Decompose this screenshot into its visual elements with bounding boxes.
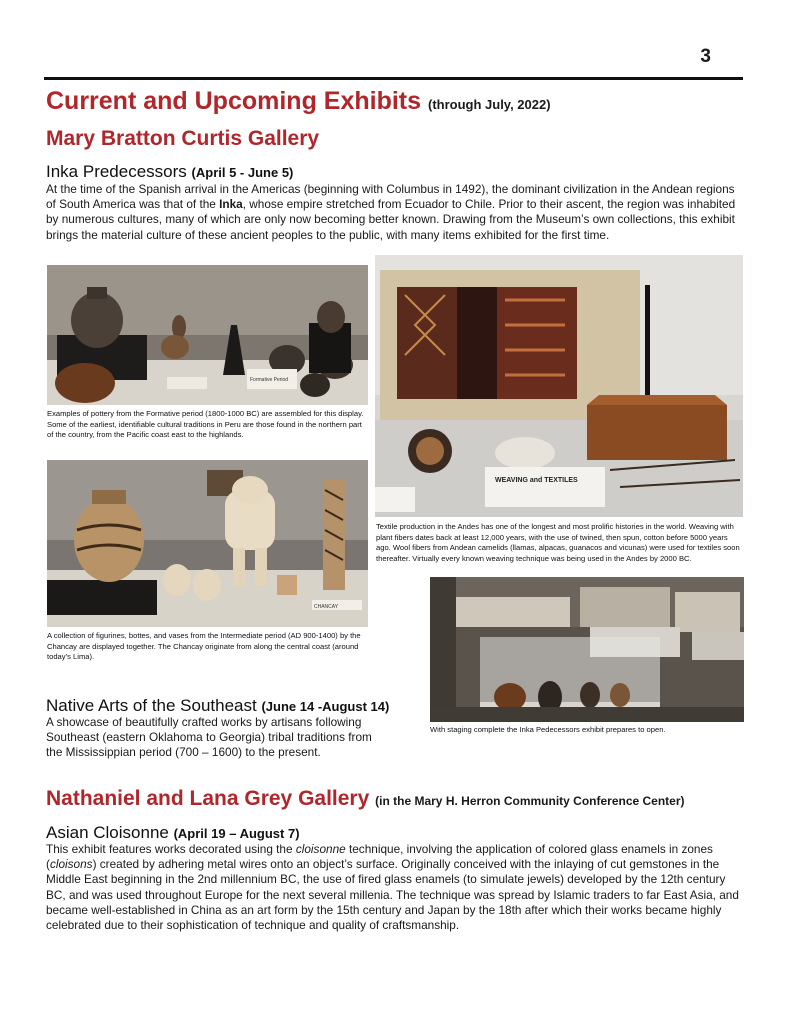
photo-sign-text: Formative Period [250,377,289,383]
gallery-title [46,787,685,811]
section-title-text: Current and Upcoming Exhibits [46,87,422,115]
gallery-title: Mary Bratton Curtis Gallery [46,127,320,150]
exhibit-dates: (April 19 – August 7) [173,826,300,841]
header-rule [44,77,743,80]
gallery-subtitle: (in the Mary H. Herron Community Conference Center) [375,794,685,808]
description-part: , whose empire stretched from Ecuador to Chile. Prior to their ascent, the region was inhabited by numerous cultures, many of which are only now becoming better known. Drawing from the Museum’s own collections, this exhibit brings the material culture of these ancient peoples to the public, with many items exhibited for the first time. [46,197,736,242]
pottery-photo [47,265,368,405]
description-part: At the time of the Spanish arrival in the Americas (beginning with Columbus in 1492), the dominant civilization in the Andean regions of South America was that of the [46,182,735,212]
photo-caption: A collection of figurines, bottes, and vases from the Intermediate period (AD 900-1400) by the Chancay are displayed together. The Chancay originate from along the central coast (around today’s Lima). [47,631,361,662]
description-part: technique, involving the application of colored glass enamels in zones ( [46,842,713,872]
page-number: 3 [700,46,711,67]
description-italic: cloisons [49,857,93,872]
photo-sign-text: CHANCAY [314,604,339,610]
exhibit-description [46,842,746,933]
description-bold: Inka [219,197,243,212]
figurines-photo [47,460,368,627]
photo-sign-text: WEAVING and TEXTILES [495,477,578,484]
photo-caption: Examples of pottery from the Formative period (1800-1000 BC) are assembled for this display. Some of the earliest, identifiable cultural traditions in Peru are those found in the northern part of the country, from the Pacific coast east to the highlands. [47,409,364,440]
description-italic: cloisonne [295,842,346,856]
exhibit-description [46,182,746,243]
photo-caption: Textile production in the Andes has one of the longest and most prolific histories in the world. Weaving with plant fibers dates back at least 12,000 years, with the use of twined, then spun, cotton before 5000 years ago. Wool fibers from Andean camelids (llamas, alpacas, guanacos and vicunas) were used for textiles soon thereafter. Virtually every known weaving technique was being used in the Andes by 2000 BC. [376,522,740,563]
staging-photo [430,577,744,722]
exhibit-title [46,696,389,716]
exhibit-title-text: Native Arts of the Southeast [46,696,257,715]
description-part: This exhibit features works decorated using the [46,842,296,856]
exhibit-title [46,823,300,843]
photo-caption: With staging complete the Inka Pedecessors exhibit prepares to open. [430,725,666,734]
exhibit-title [46,162,293,182]
exhibit-description: A showcase of beautifully crafted works by artisans following Southeast (eastern Oklahoma to Georgia) tribal traditions from the Mississippian period (700 – 1600) to the present. [46,715,372,760]
exhibit-title-text: Asian Cloisonne [46,823,169,842]
textiles-photo [375,255,743,517]
exhibit-title-text: Inka Predecessors [46,162,187,181]
gallery-title-text: Nathaniel and Lana Grey Gallery [46,787,370,810]
description-part: ) created by adhering metal wires onto an object’s surface. Originally conceived with the inlaying of cut gemstones in the Middle East beginning in the 2nd millennium BC, the use of fired glass enamels (to simulate jewels) developed by the 12th century BC, and was used throughout Europe for the next several millenia. The technique was spread by Islamic traders to far East Asia, and became well-established in China as an art form by the 15th century and Japan by the 18th after which their works became highly celebrated due to their sophistication of technique and quality of craftsmanship. [46,857,739,933]
section-subtitle: (through July, 2022) [427,97,551,112]
exhibit-dates: (April 5 - June 5) [191,165,294,180]
section-title [46,87,551,116]
exhibit-dates: (June 14 -August 14) [261,699,390,714]
